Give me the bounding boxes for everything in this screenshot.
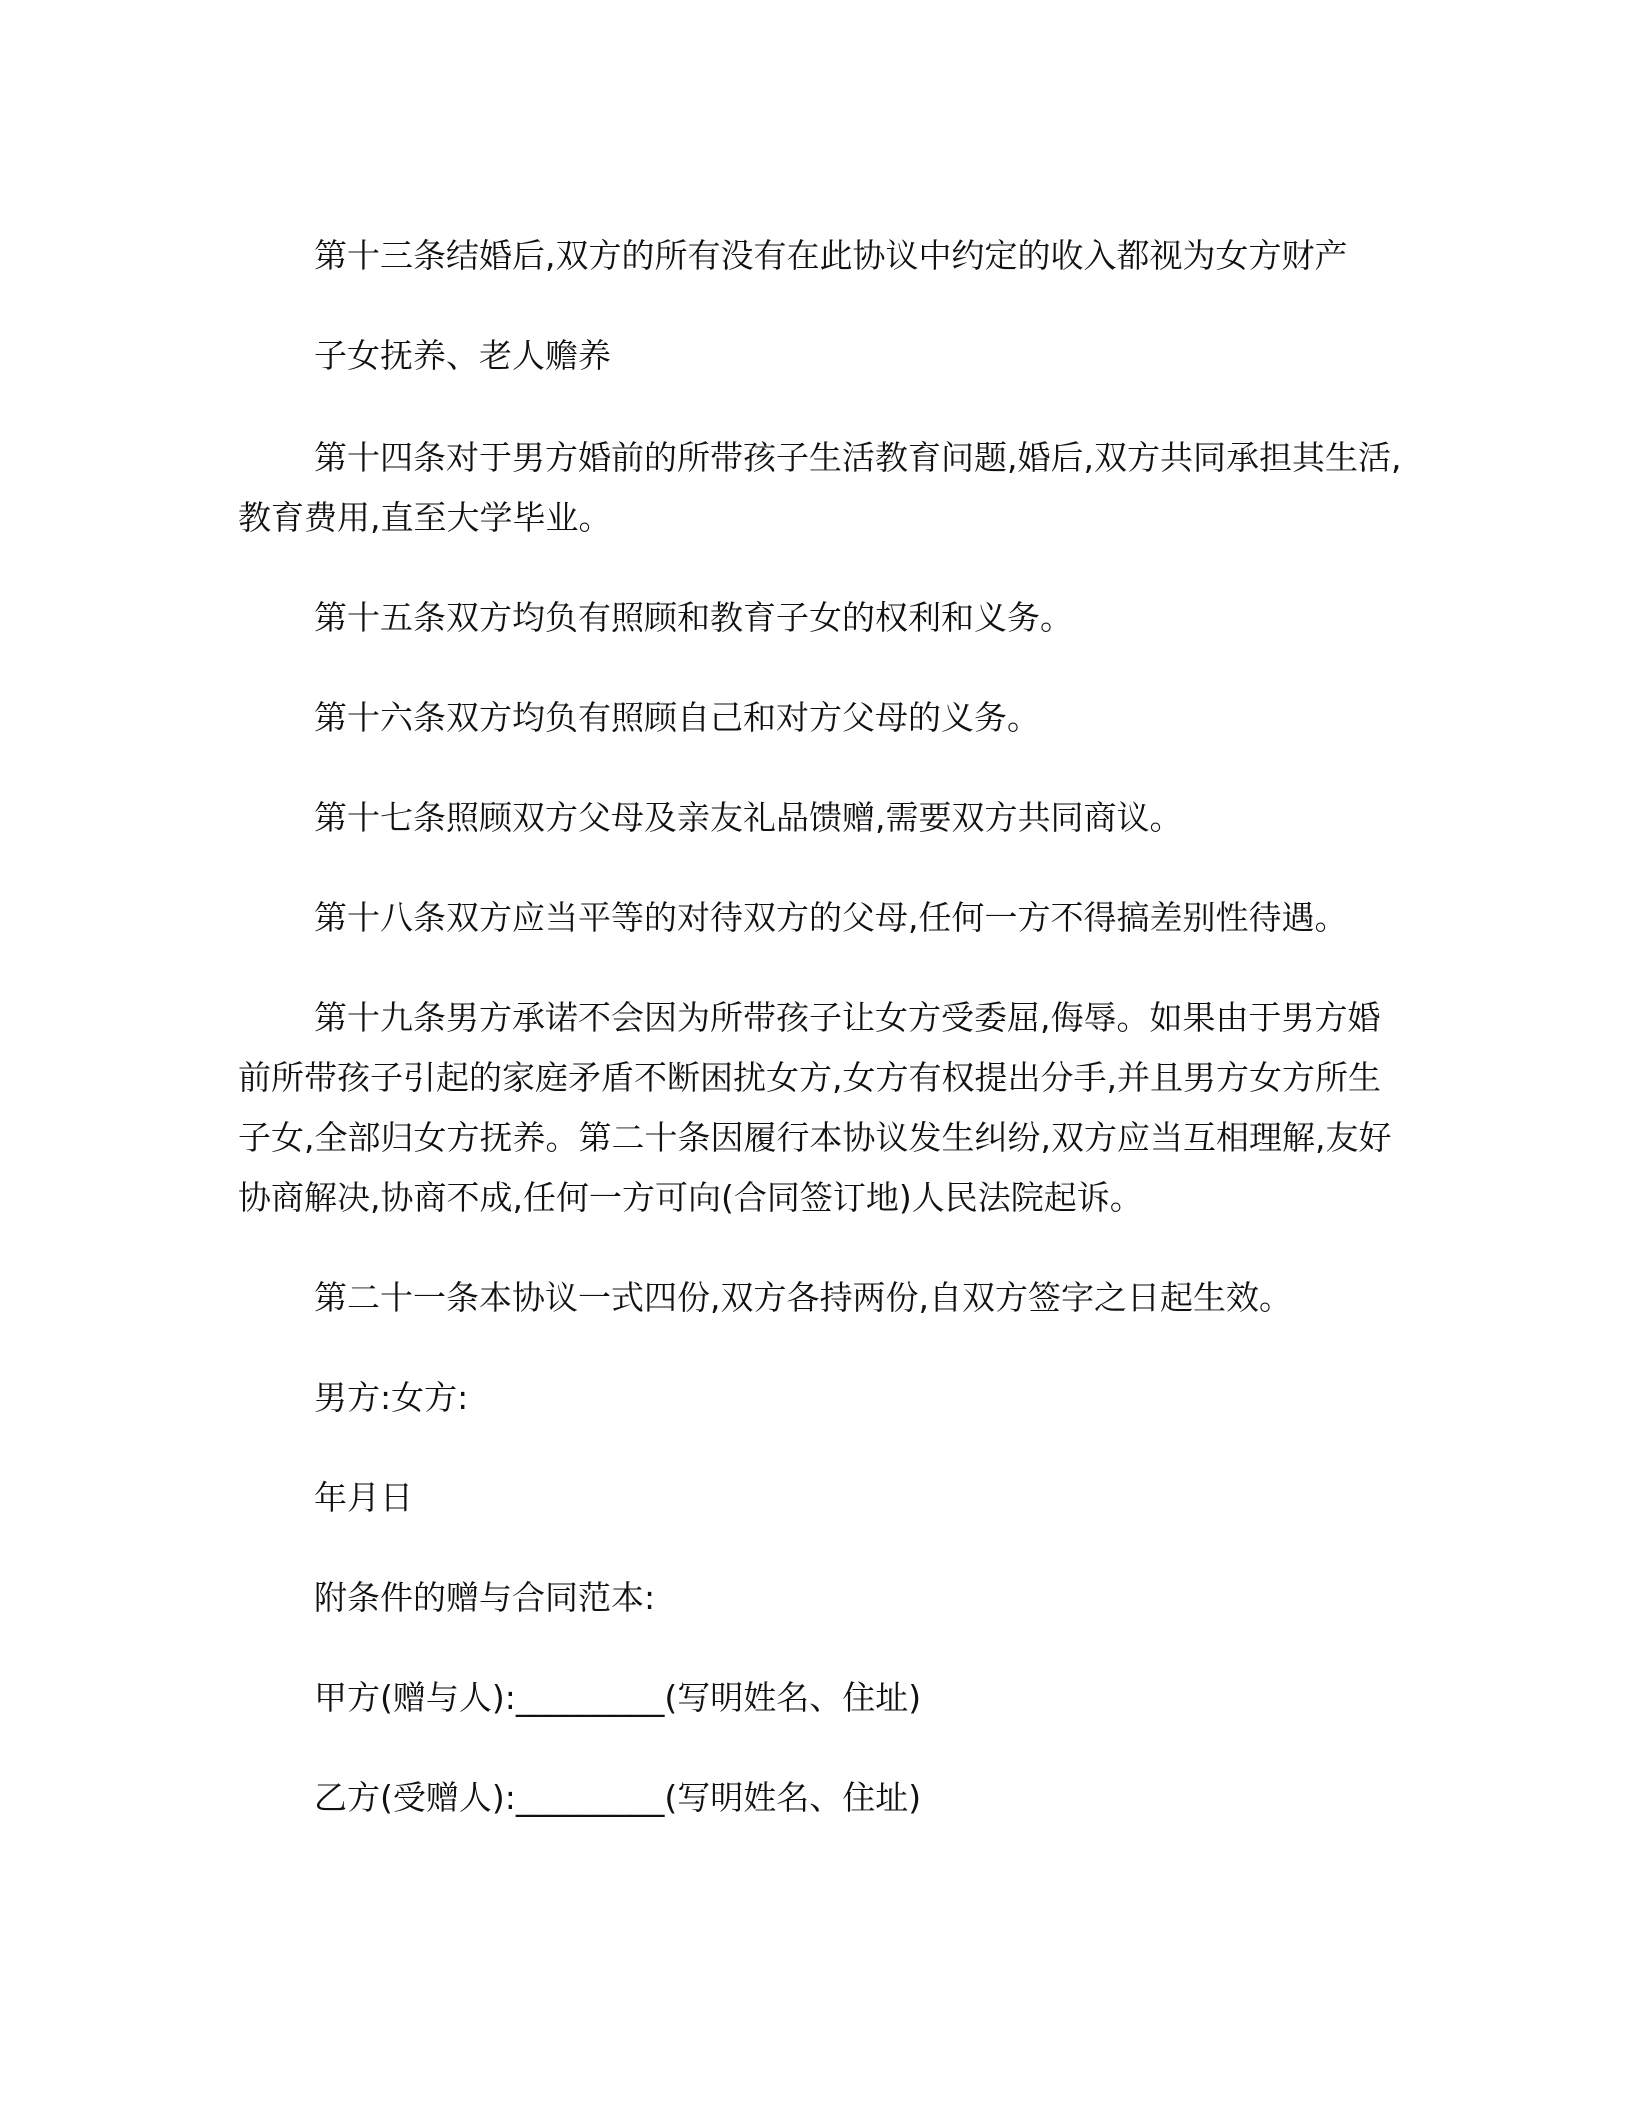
clause-17: 第十七条照顾双方父母及亲友礼品馈赠,需要双方共同商议。 xyxy=(314,798,1183,837)
party-a-donor: 甲方(赠与人):_________(写明姓名、住址) xyxy=(314,1678,922,1717)
clause-18: 第十八条双方应当平等的对待双方的父母,任何一方不得搞差别性待遇。 xyxy=(314,898,1348,937)
clause-16: 第十六条双方均负有照顾自己和对方父母的义务。 xyxy=(314,698,1040,737)
party-b-donee: 乙方(受赠人):_________(写明姓名、住址) xyxy=(314,1778,922,1817)
clause-15: 第十五条双方均负有照顾和教育子女的权利和义务。 xyxy=(314,598,1073,637)
signature-parties: 男方:女方: xyxy=(314,1378,469,1417)
clause-14: 第十四条对于男方婚前的所带孩子生活教育问题,婚后,双方共同承担其生活,教育费用,直至大学毕业。 xyxy=(238,438,1402,537)
clause-19-20: 第十九条男方承诺不会因为所带孩子让女方受委屈,侮辱。如果由于男方婚前所带孩子引起的家庭矛盾不断困扰女方,女方有权提出分手,并且男方女方所生子女,全部归女方抚养。第二十条因履行本协议发生纠纷,双方应当互相理解,友好协商解决,协商不成,任何一方可向(合同签订地)人民法院起诉。 xyxy=(238,998,1392,1217)
section-heading-child-elder-care: 子女抚养、老人赡养 xyxy=(314,336,611,375)
gift-contract-title: 附条件的赠与合同范本: xyxy=(314,1578,656,1617)
clause-13: 第十三条结婚后,双方的所有没有在此协议中约定的收入都视为女方财产 xyxy=(314,236,1348,275)
signature-date: 年月日 xyxy=(314,1478,413,1517)
clause-21: 第二十一条本协议一式四份,双方各持两份,自双方签字之日起生效。 xyxy=(314,1278,1292,1317)
